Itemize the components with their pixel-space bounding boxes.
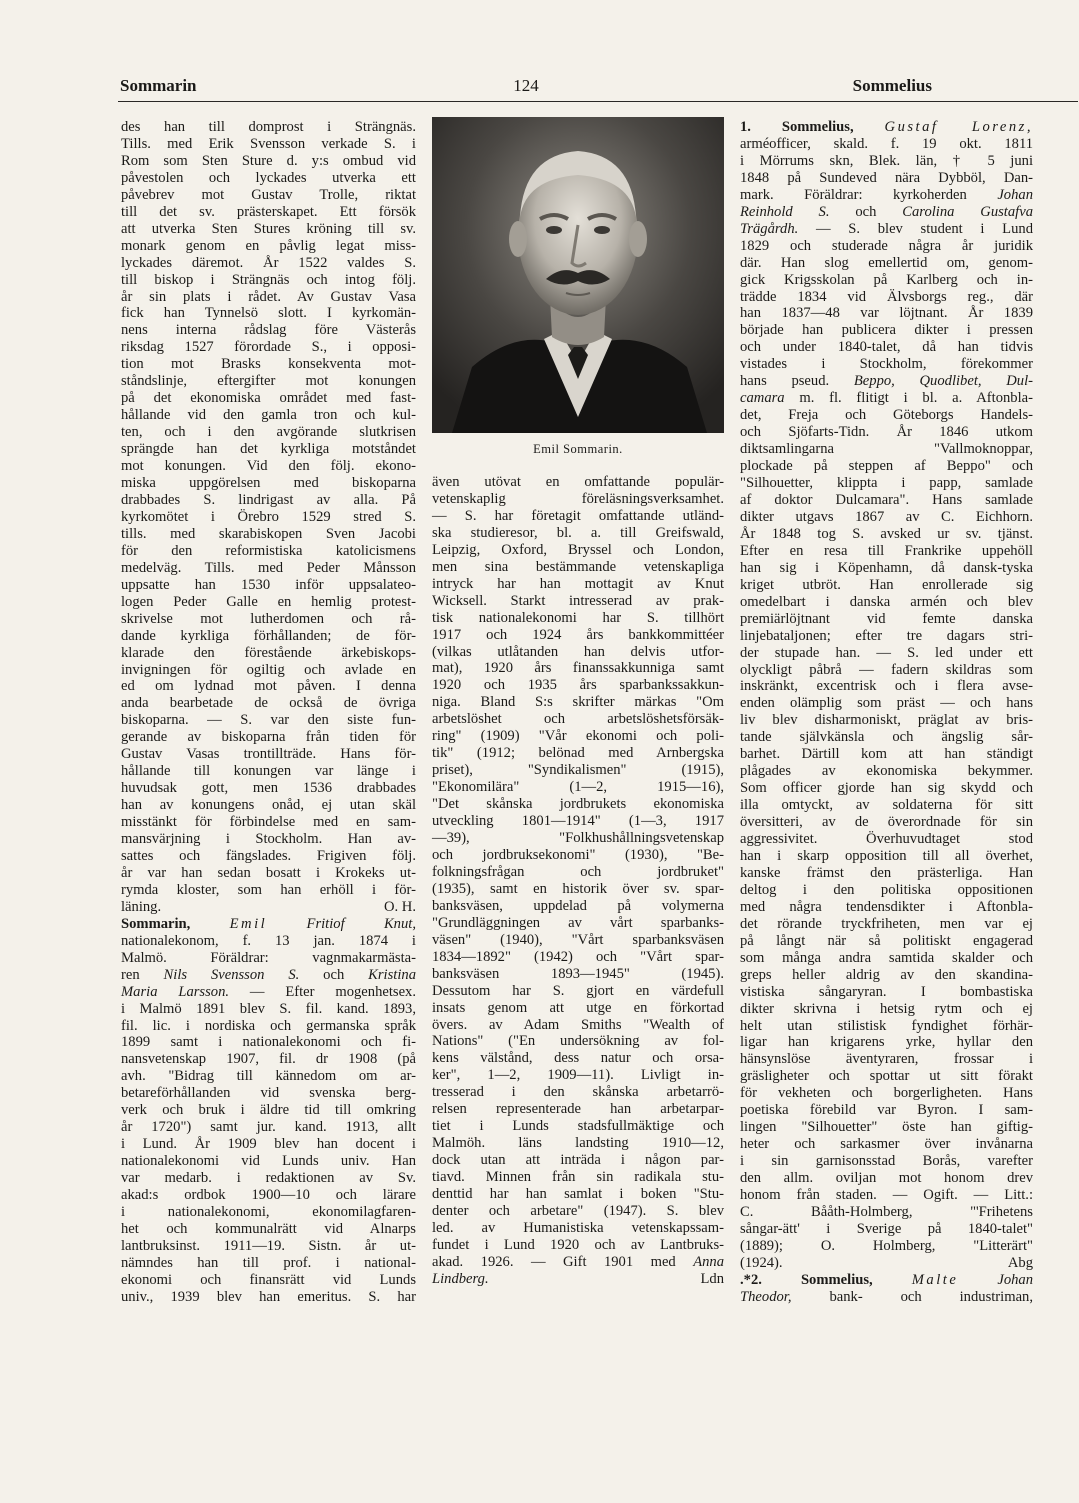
text-line: kanske främst den prästerliga. Han <box>740 864 1033 881</box>
running-header <box>120 76 932 100</box>
parent-name: Carolina Gustafva <box>902 203 1033 220</box>
text-line: och jordbruksekonomi" (1930), "Be- <box>432 846 724 863</box>
text-line: Wicksell. Starkt intresserad av prak- <box>432 592 724 609</box>
text-line: i Mörrums skn, Blek. län, † 5 juni <box>740 152 1033 169</box>
text-line: invigningen för ogiltig och avlade en <box>121 661 416 678</box>
text-line: men sina bestämmande vetenskapliga <box>432 558 724 575</box>
text-line: år var han sedan bosatt i Krokeks ut- <box>121 864 416 881</box>
signature: Ldn <box>700 1270 724 1287</box>
text-line: dande kyrkliga förhållanden; de för- <box>121 627 416 644</box>
text-line: illa omtyckt, av soldaterna för sitt <box>740 797 1033 814</box>
text-line: "Det skånska jordbrukets ekonomiska <box>432 796 724 813</box>
text-line: den allm. oviljan mot honom drev <box>740 1170 1033 1187</box>
text-line: med några tendensdikter i Aftonbla- <box>740 898 1033 915</box>
text-line: tills. med skarabiskopen Sven Jacobi <box>121 525 416 542</box>
text: hans pseud. <box>740 373 830 390</box>
text-line: gerande av biskoparna från tiden för <box>121 729 416 746</box>
text-line: tion mot Brasks konsekventa mot- <box>121 356 416 373</box>
text-line: diktsamlingarna "Vallmoknoppar, <box>740 441 1033 458</box>
text-line: började han publicera dikter i pressen <box>740 322 1033 339</box>
header-right-word: Sommelius <box>852 76 932 95</box>
text-line: biskoparna. — S. var den siste fun- <box>121 712 416 729</box>
text-line: folkningsfrågan och jordbruket" <box>432 863 724 880</box>
text-line: deltog i den politiska oppositionen <box>740 881 1033 898</box>
entry-given-spaced: Emil <box>229 915 268 932</box>
text-line: i sin garnisonsstad Borås, varefter <box>740 1153 1033 1170</box>
parents-line-2 <box>121 984 416 1001</box>
text-line: premiärlöjtnant vid femte danska <box>740 610 1033 627</box>
text-line: vistades i Stockholm, förekommer <box>740 356 1033 373</box>
text-line: tiavd. Minnen från sin radikala stu- <box>432 1169 724 1186</box>
text-line: Dessutom har S. gjort en värdefull <box>432 982 724 999</box>
text-line: Malmö. Föräldrar: vagnmakarmästa- <box>121 949 416 966</box>
entry-heading <box>121 916 416 933</box>
text-line: Tills. med Erik Svensson verkade S. i <box>121 135 416 152</box>
text-line: het och kommunalrätt vid Alnarps <box>121 1220 416 1237</box>
text-line: påvebrev mot Gustav Trolle, riktat <box>121 186 416 203</box>
text-line: Malmöh. läns landsting 1910—12, <box>432 1135 724 1152</box>
parents-line <box>121 967 416 984</box>
entry-name: Sommarin, <box>121 915 191 932</box>
signature-line <box>121 899 416 916</box>
text-line: ker", 1—2, 1909—11). Livligt in- <box>432 1067 724 1084</box>
text-line: misstänkt för förbindelse med en sam- <box>121 814 416 831</box>
text-line: univ., 1939 blev han emeritus. S. har <box>121 1288 416 1305</box>
text-line: skrivelse mot lutherdomen och rå- <box>121 610 416 627</box>
text-line: dock utan att inträda i någon par- <box>432 1152 724 1169</box>
text-line: kriget utbröt. Han enrollerade sig <box>740 576 1033 593</box>
text-line: översitteri, av de överordnade för sin <box>740 814 1033 831</box>
text-line: enden olämplig som präst — och hans <box>740 695 1033 712</box>
text-line: mansvärjning i Stockholm. Han av- <box>121 831 416 848</box>
text-line: i Malmö 1891 blev S. fil. kand. 1893, <box>121 1000 416 1017</box>
wife-name: Anna <box>693 1253 724 1270</box>
wife-name: Lindberg. <box>432 1270 489 1287</box>
text-line: gick Krigsskolan på Karlberg och in- <box>740 271 1033 288</box>
text-line: der stupade han. — S. led under ett <box>740 644 1033 661</box>
text-line: 1848 på Sundeved nära Dybböl, Dan- <box>740 169 1033 186</box>
text-line: hänsynslöse äventyraren, frossar i <box>740 1051 1033 1068</box>
text-line: han av konungens onåd, ej utan skäl <box>121 797 416 814</box>
portrait-illustration <box>432 117 724 433</box>
text-line: heter och sarkasmer över invånarna <box>740 1136 1033 1153</box>
text-line: han sig i Köpenhamn, då dansk-tyska <box>740 559 1033 576</box>
text-line: utveckling 1801—1914" (1—3, 1917 <box>432 813 724 830</box>
text-line: tresserad i den skånska arbetarrö- <box>432 1084 724 1101</box>
pseud-line <box>740 373 1033 390</box>
text-line: 1829 och studerade några år juridik <box>740 237 1033 254</box>
entry-number: 1. <box>740 119 751 135</box>
portrait-figure <box>432 117 724 457</box>
text-line: poetiska förebild var Byron. I sam- <box>740 1102 1033 1119</box>
text-line: Gustav Vasas trontillträde. Hans för- <box>121 746 416 763</box>
text-line: insats genom att utge en förkortad <box>432 999 724 1016</box>
text-line: dikter utgavs 1867 av C. Eichhorn. <box>740 508 1033 525</box>
sig-text: läning. <box>121 898 162 915</box>
text-line: år sin plats i rådet. Av Gustav Vasa <box>121 288 416 305</box>
col3-text-3 <box>740 407 1033 1255</box>
text-line: han i skarp opposition till all överhet, <box>740 847 1033 864</box>
text: och <box>323 966 345 983</box>
entry-given-rest: Fritiof Knut, <box>306 915 416 932</box>
text-line: banksväsen, uppdelad på volymerna <box>432 897 724 914</box>
entry-given-spaced: Gustaf Lorenz, <box>884 119 1033 135</box>
text-line: väsen" (1940), "Vårt sparbanksväsen <box>432 931 724 948</box>
text-line: Som officer gjorde han sig skydd och <box>740 780 1033 797</box>
text-line: arméofficer, skald. f. 19 okt. 1811 <box>740 135 1033 152</box>
text-line: sprängde han det kyrkliga motståndet <box>121 441 416 458</box>
pseud-line-2 <box>740 390 1033 407</box>
text-line: Nations" ("En undersökning av fol- <box>432 1033 724 1050</box>
entry-heading <box>740 119 1033 136</box>
text-line: kens välstånd, dess natur och orsa- <box>432 1050 724 1067</box>
text-line: denter och arbetare" (1947). S. blev <box>432 1202 724 1219</box>
signature-line <box>432 1271 724 1288</box>
page-number: 124 <box>513 76 539 95</box>
text-line: även utövat en omfattande populär- <box>432 474 724 490</box>
text-line: vetenskaplig föreläsningsverksamhet. <box>432 490 724 507</box>
text-line: tiet i Lunds stadsfullmäktige och <box>432 1118 724 1135</box>
text-line: det, Freja och Göteborgs Handels- <box>740 407 1033 424</box>
pseudonym: camara <box>740 390 785 407</box>
entry-heading-2 <box>740 1272 1033 1289</box>
signature: O. H. <box>383 898 416 915</box>
text-line: medelväg. Tills. med Peder Månsson <box>121 559 416 576</box>
portrait-photo <box>432 117 724 433</box>
text-line: miska uppgörelsen med biskoparna <box>121 475 416 492</box>
text-line: hållande till konungen var länge i <box>121 763 416 780</box>
text-line: helt utan stilistisk fyndighet förhär- <box>740 1017 1033 1034</box>
text-line: för den reformistiska katolicismens <box>121 542 416 559</box>
text-line: af doktor Dulcamara". Hans samlade <box>740 491 1033 508</box>
text-line: lingen "Silhouetter" öste han giftig- <box>740 1119 1033 1136</box>
text-line: rymda kloster, som han erhöll i för- <box>121 881 416 898</box>
entry-name: Sommelius, <box>800 1271 873 1288</box>
text-line: anda bearbetade de också de övriga <box>121 695 416 712</box>
signature: Abg <box>1007 1254 1033 1271</box>
text-line: ed om lydnad mot påven. I denna <box>121 678 416 695</box>
text-line: mot konungen. Vid den följ. ekono- <box>121 458 416 475</box>
text-line: till biskop i Strängnäs och intog följ. <box>121 271 416 288</box>
column-1 <box>121 119 416 1306</box>
text-line: sångar-ätt' i Sverige på 1840-talet" <box>740 1220 1033 1237</box>
parent-name: Johan <box>997 186 1033 203</box>
text-line: var medarb. i redaktionen av Sv. <box>121 1170 416 1187</box>
col3-text-1 <box>740 136 1033 187</box>
text-line: År 1848 tog S. avsked ur sv. tjänst. <box>740 525 1033 542</box>
parent-name: Nils Svensson S. <box>163 966 300 983</box>
text-line: greps heller aldrig av den skandina- <box>740 966 1033 983</box>
text-line: lyckades däremot. År 1522 valdes S. <box>121 254 416 271</box>
header-left-word: Sommarin <box>120 76 197 95</box>
text-line: Rom som Sten Sture d. y:s ombud vid <box>121 152 416 169</box>
text-line: riksdag 1527 förordade S., i opposi- <box>121 339 416 356</box>
text-line: nämndes han till prof. i national- <box>121 1254 416 1271</box>
text-line: till det sv. prästerskapet. Ett försök <box>121 203 416 220</box>
text-line: denttid har han samlat i boken "Stu- <box>432 1186 724 1203</box>
text-line: betareförhållanden vid svenska berg- <box>121 1085 416 1102</box>
entry-name: Sommelius, <box>781 119 854 135</box>
text-line: des han till domprost i Strängnäs. <box>121 119 416 135</box>
text-line: 1834—1892" (1942) och "Vårt spar- <box>432 948 724 965</box>
text-line: banksväsen 1893—1945" (1945). <box>432 965 724 982</box>
text-line: gräsligheter och spottar ut sitt förakt <box>740 1068 1033 1085</box>
col1-text-2 <box>121 933 416 967</box>
col3-text-2 <box>740 238 1033 374</box>
text-line: nansvetenskap 1907, fil. dr 1908 (på <box>121 1051 416 1068</box>
text-line: (vilkas utlåtanden han delvis utfor- <box>432 643 724 660</box>
text-line: han 1837—48 var löjtnant. År 1839 <box>740 305 1033 322</box>
text-line: och Sjöfarts-Tidn. År 1846 utkom <box>740 424 1033 441</box>
text-line: mat), 1920 års finanssakkunniga samt <box>432 660 724 677</box>
text: — Efter mogenhetsex. <box>249 983 416 1000</box>
text: — S. blev student i Lund <box>815 220 1033 237</box>
text-line: vistiska sångaryran. I bombastiska <box>740 983 1033 1000</box>
text-line: klarade den förestående ärkebiskops- <box>121 644 416 661</box>
text-line: relsen representerade han arbetarpar- <box>432 1101 724 1118</box>
text-line: 1917 och 1924 års bankkommittéer <box>432 626 724 643</box>
text-line: ligar han krigarens yrke, hyllar den <box>740 1034 1033 1051</box>
pseudonyms: Beppo, Quodlibet, Dul- <box>853 373 1033 390</box>
text-line: —39), "Folkhushållningsvetenskap <box>432 830 724 847</box>
text-line: på det ekonomiska området med fast- <box>121 390 416 407</box>
text-line: — S. har företagit omfattande utländ- <box>432 507 724 524</box>
text-line: på långt när så politiskt engagerad <box>740 932 1033 949</box>
entry-line <box>740 1289 1033 1306</box>
text-line: kyrkomötet i Örebro 1529 stred S. <box>121 508 416 525</box>
text-line: plågades av ekonomiska bekymmer. <box>740 763 1033 780</box>
text-line: inskränkt, excentrisk och i flera avse- <box>740 678 1033 695</box>
text-line: "Ekonomilära" (1—2, 1915—16), <box>432 779 724 796</box>
entry-number: .*2. <box>740 1271 762 1288</box>
text-line: tik" (1912; belönad med Arnbergska <box>432 745 724 762</box>
text-line: priset), "Syndikalismen" (1915), <box>432 762 724 779</box>
parents-line-3 <box>740 221 1033 238</box>
text-line: linjebataljonen; efter tre dagars stri- <box>740 627 1033 644</box>
text-line: arbetslöshet och arbetslöshetsförsäk- <box>432 711 724 728</box>
parents-line-2 <box>740 204 1033 221</box>
text-line: dikter skrivna i hetsig rytm och ej <box>740 1000 1033 1017</box>
col2-text <box>432 474 724 1271</box>
text-line: plockade på steppen af Beppo" och <box>740 458 1033 475</box>
text-line: sattes och fängslades. Frigiven följ. <box>121 847 416 864</box>
text-line: ten, och i den avgörande slutkrisen <box>121 424 416 441</box>
parent-name: Trägårdh. <box>740 220 799 237</box>
parent-name: Kristina <box>368 966 416 983</box>
text-line: där. Han slog emellertid om, genom- <box>740 254 1033 271</box>
text-line: övers. av Adam Smiths "Wealth of <box>432 1016 724 1033</box>
text-line: tande självkänsla och ängslig sår- <box>740 729 1033 746</box>
text-line: akad. 1926. — Gift 1901 med Anna <box>432 1253 724 1270</box>
text-line: år 1720") samt jur. kand. 1913, allt <box>121 1119 416 1136</box>
text-line: ska studieresor, bl. a. till Greifswald, <box>432 524 724 541</box>
text-line: logen Peder Galle en hemlig protest- <box>121 593 416 610</box>
text-line: Efter en resa till Frankrike uppehöll <box>740 542 1033 559</box>
parents-line <box>740 187 1033 204</box>
text-line: (1935), samt en historik över sv. spar- <box>432 880 724 897</box>
text: m. fl. flitigt i bl. a. Aftonbla- <box>799 390 1033 407</box>
text-line: olyckligt påbrå — fadern skildras som <box>740 661 1033 678</box>
text-line: i Lund. År 1909 blev han docent i <box>121 1136 416 1153</box>
photo-caption: Emil Sommarin. <box>533 442 623 456</box>
parent-name: Maria Larsson. <box>121 983 230 1000</box>
text-line: det rörande tryckfriheten, men var ej <box>740 915 1033 932</box>
text-line: 1920 och 1935 års sparbankssakkun- <box>432 677 724 694</box>
text: (1924). <box>740 1254 783 1271</box>
text-line: tisk nationalekonomi har S. tillhört <box>432 609 724 626</box>
text-line: nationalekonom, f. 13 jan. 1874 i <box>121 932 416 949</box>
text-line: monark genom en påvlig legat miss- <box>121 237 416 254</box>
column-2 <box>432 474 724 1288</box>
text-line: ekonomi och finansrätt vid Lunds <box>121 1271 416 1288</box>
text-line: honom från staden. — Ogift. — Litt.: <box>740 1187 1033 1204</box>
text-line: fick han Tynnelsö slott. I kyrkomän- <box>121 305 416 322</box>
text-line: ring" (1909) "Vår ekonomi och poli- <box>432 728 724 745</box>
text-line: fundet i Lund 1920 och av Lantbruks- <box>432 1236 724 1253</box>
text-line: nens interna rådslag före Västerås <box>121 322 416 339</box>
text-line: huvudsak gott, men 1536 drabbades <box>121 780 416 797</box>
text-line: liv blev disharmoniskt, präglat av bris- <box>740 712 1033 729</box>
text: bank- och industriman, <box>829 1288 1034 1305</box>
text-line: "Silhouetter, klippta i papp, samlade <box>740 475 1033 492</box>
text: ren <box>121 966 140 983</box>
entry-given-spaced: Malte <box>911 1271 959 1288</box>
entry-given-rest: Johan <box>997 1271 1034 1288</box>
text-line: "Grundläggningen av vårt sparbanks- <box>432 914 724 931</box>
text-line: avh. "Bidrag till kännedom om ar- <box>121 1068 416 1085</box>
text: mark. Föräldrar: kyrkoherden <box>740 186 967 203</box>
text-line: led. av Humanistiska vetenskapssam- <box>432 1219 724 1236</box>
text-line: uppsatte han 1530 inför uppsalateo- <box>121 576 416 593</box>
text-line: niga. Bland S:s skrifter märkas "Om <box>432 694 724 711</box>
text-line: (1889); O. Holmberg, "Litterärt" <box>740 1237 1033 1254</box>
text-line: påvestolen och lyckades utverka ett <box>121 169 416 186</box>
text-line: C. Bååth-Holmberg, "'Frihetens <box>740 1204 1033 1220</box>
text-line: trädde 1834 vid Älvsborgs reg., där <box>740 288 1033 305</box>
text-line: hållande vid den gamla tron och kul- <box>121 407 416 424</box>
parent-name: Reinhold S. <box>740 203 830 220</box>
column-3 <box>740 119 1033 1306</box>
text-line: omedelbart i danska armén och blev <box>740 593 1033 610</box>
text-line: drabbades S. lindrigast av alla. På <box>121 491 416 508</box>
text-line: lantbruksinst. 1911—19. Sistn. år ut- <box>121 1237 416 1254</box>
text-line: som många andra samtida skalder och <box>740 949 1033 966</box>
text-line: intryck har han mottagit av Knut <box>432 575 724 592</box>
text-line: verk och bruk i äldre tid till omkring <box>121 1102 416 1119</box>
text-line: att utverka Sten Stures kröning till sv. <box>121 220 416 237</box>
text-line: Leipzig, Oxford, Bryssel och London, <box>432 541 724 558</box>
text-line: 1899 samt i nationalekonomi och fi- <box>121 1034 416 1051</box>
text: och <box>855 203 877 220</box>
text-line: fil. lic. i nordiska och germanska språk <box>121 1017 416 1034</box>
text-line: i nationalekonomi, ekonomilagfaren- <box>121 1204 416 1220</box>
text-line: barhet. Därtill kom att han ständigt <box>740 746 1033 763</box>
col1-text-3 <box>121 1001 416 1306</box>
text-line: aggressivitet. Överhuvudtaget stod <box>740 831 1033 848</box>
text-line: ståndslinje, eftergifter mot konungen <box>121 373 416 390</box>
header-rule <box>118 101 1078 102</box>
signature-line <box>740 1255 1033 1272</box>
col1-text <box>121 119 416 899</box>
text-line: akad:s ordbok 1900—10 och lärare <box>121 1187 416 1204</box>
entry-given-rest: Theodor, <box>740 1288 792 1305</box>
text-line: för vekheten och borgerligheten. Hans <box>740 1085 1033 1102</box>
text-line: och under 1840-talet, då han tidvis <box>740 339 1033 356</box>
text-line: nationalekonomi vid Lunds univ. Han <box>121 1153 416 1170</box>
